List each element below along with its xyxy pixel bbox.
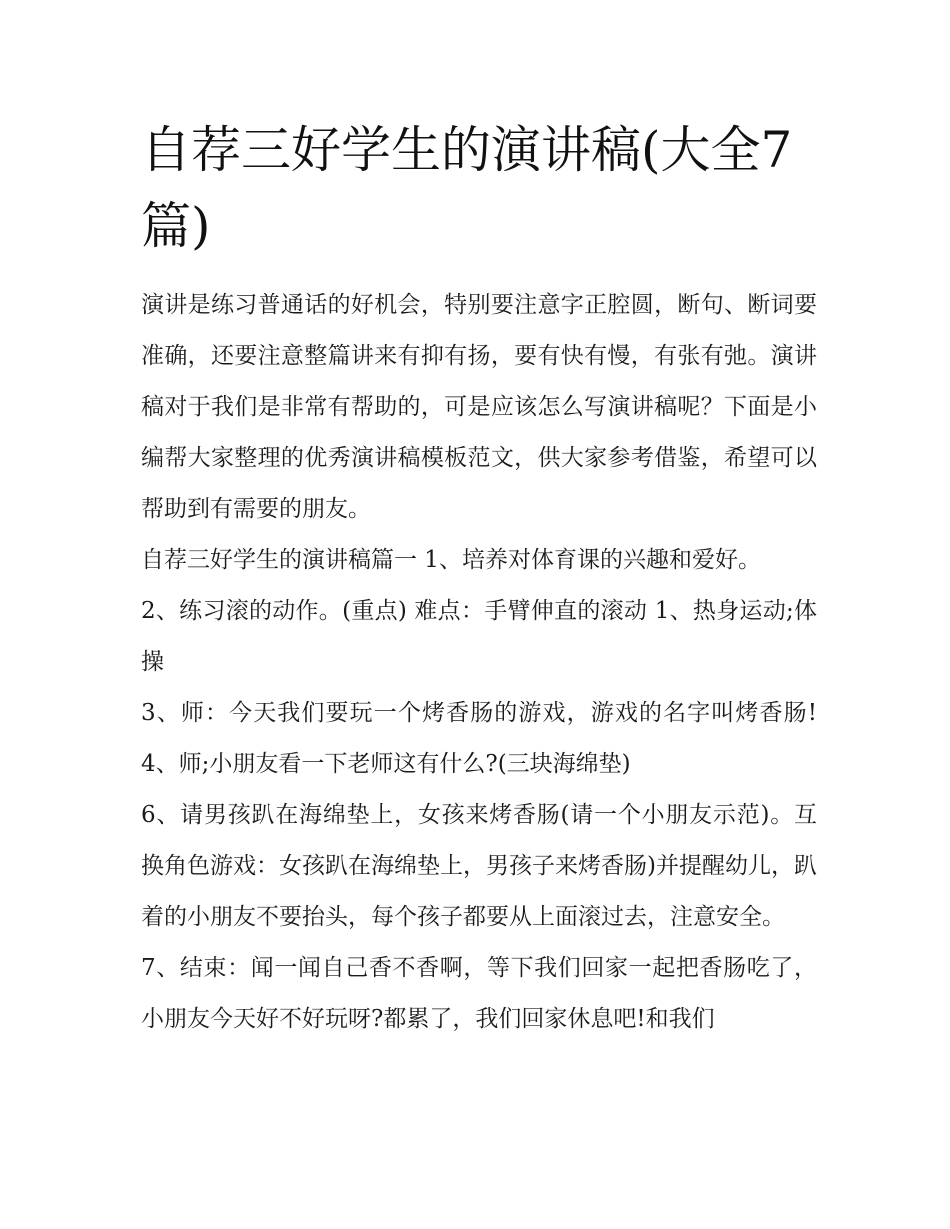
document-title: 自荐三好学生的演讲稿(大全7篇) bbox=[141, 121, 793, 255]
document-body bbox=[141, 280, 817, 1045]
paragraph-step-2: 2、练习滚的动作。(重点) 难点：手臂伸直的滚动 1、热身运动;体操 bbox=[141, 598, 817, 675]
paragraph-step-3: 3、师：今天我们要玩一个烤香肠的游戏，游戏的名字叫烤香肠! 4、师;小朋友看一下老师这有什么?(三块海绵垫) bbox=[141, 700, 817, 777]
paragraph-step-7: 7、结束：闻一闻自己香不香啊，等下我们回家一起把香肠吃了，小朋友今天好不好玩呀?都累了，我们回家休息吧!和我们 bbox=[141, 955, 817, 1032]
intro-paragraph: 演讲是练习普通话的好机会，特别要注意字正腔圆，断句、断词要准确，还要注意整篇讲来有抑有扬，要有快有慢，有张有弛。演讲稿对于我们是非常有帮助的，可是应该怎么写演讲稿呢？下面是小编帮大家整理的优秀演讲稿模板范文，供大家参考借鉴，希望可以帮助到有需要的朋友。 bbox=[141, 292, 817, 522]
paragraph-section-one: 自荐三好学生的演讲稿篇一 1、培养对体育课的兴趣和爱好。 bbox=[141, 547, 761, 573]
paragraph-step-6: 6、请男孩趴在海绵垫上，女孩来烤香肠(请一个小朋友示范)。互换角色游戏：女孩趴在海绵垫上，男孩子来烤香肠)并提醒幼儿，趴着的小朋友不要抬头，每个孩子都要从上面滚过去，注意安全。 bbox=[141, 802, 817, 930]
